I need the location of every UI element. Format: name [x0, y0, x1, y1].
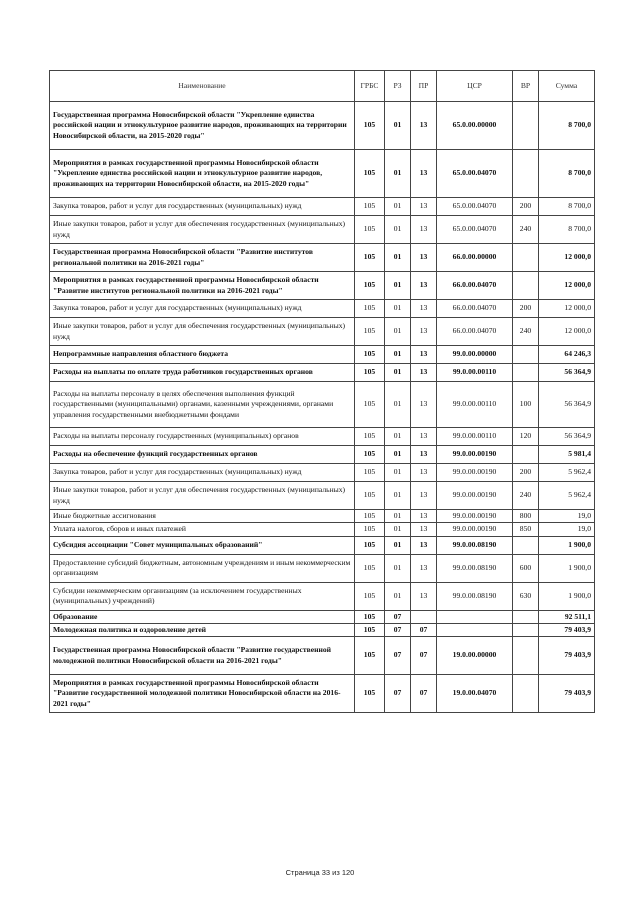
table-row — [50, 623, 595, 636]
row-rz: 01 — [385, 272, 411, 300]
row-grbs: 105 — [355, 216, 385, 244]
table-row — [50, 272, 595, 300]
row-vr — [513, 675, 539, 713]
row-grbs: 105 — [355, 554, 385, 582]
row-rz: 01 — [385, 446, 411, 464]
row-grbs: 105 — [355, 582, 385, 610]
row-csr: 66.0.00.04070 — [437, 300, 513, 318]
row-csr: 66.0.00.00000 — [437, 244, 513, 272]
row-vr — [513, 446, 539, 464]
row-name: Мероприятия в рамках государственной программы Новосибирской области "Развитие государственной молодежной политики Новосибирской области на 2016-2021 годы" — [50, 675, 355, 713]
row-rz: 01 — [385, 536, 411, 554]
row-vr: 850 — [513, 523, 539, 536]
row-grbs: 105 — [355, 523, 385, 536]
row-rz: 01 — [385, 510, 411, 523]
row-rz: 01 — [385, 464, 411, 482]
row-pr: 07 — [411, 637, 437, 675]
table-row — [50, 346, 595, 364]
row-name: Закупка товаров, работ и услуг для государственных (муниципальных) нужд — [50, 198, 355, 216]
row-name: Мероприятия в рамках государственной программы Новосибирской области "Развитие институтов региональной политики на 2016-2021 годы" — [50, 272, 355, 300]
row-grbs: 105 — [355, 637, 385, 675]
row-name: Иные закупки товаров, работ и услуг для обеспечения государственных (муниципальных) нужд — [50, 216, 355, 244]
row-rz: 01 — [385, 216, 411, 244]
row-sum: 8 700,0 — [539, 216, 595, 244]
table-row — [50, 102, 595, 150]
table-row — [50, 523, 595, 536]
header-vr: ВР — [513, 71, 539, 102]
table-row — [50, 464, 595, 482]
table-row — [50, 244, 595, 272]
row-name: Иные закупки товаров, работ и услуг для обеспечения государственных (муниципальных) нужд — [50, 318, 355, 346]
row-pr: 13 — [411, 554, 437, 582]
row-csr: 19.0.00.00000 — [437, 637, 513, 675]
row-rz: 07 — [385, 675, 411, 713]
row-pr: 13 — [411, 318, 437, 346]
table-row — [50, 675, 595, 713]
row-vr: 630 — [513, 582, 539, 610]
row-grbs: 105 — [355, 300, 385, 318]
row-sum: 1 900,0 — [539, 582, 595, 610]
row-vr — [513, 610, 539, 623]
row-rz: 07 — [385, 610, 411, 623]
row-vr — [513, 536, 539, 554]
budget-table — [49, 70, 595, 713]
row-rz: 01 — [385, 150, 411, 198]
row-sum: 56 364,9 — [539, 382, 595, 428]
row-pr: 13 — [411, 428, 437, 446]
row-name: Субсидия ассоциации "Совет муниципальных образований" — [50, 536, 355, 554]
row-name: Мероприятия в рамках государственной программы Новосибирской области "Укрепление единства российской нации и этнокультурное развитие народов, проживающих на территории Новосибирской области, на 2015-2020 годы" — [50, 150, 355, 198]
row-grbs: 105 — [355, 510, 385, 523]
row-rz: 01 — [385, 582, 411, 610]
row-grbs: 105 — [355, 464, 385, 482]
row-csr: 99.0.00.00190 — [437, 523, 513, 536]
row-grbs: 105 — [355, 675, 385, 713]
row-vr — [513, 623, 539, 636]
row-name: Молодежная политика и оздоровление детей — [50, 623, 355, 636]
row-rz: 01 — [385, 318, 411, 346]
table-row — [50, 382, 595, 428]
header-sum: Сумма — [539, 71, 595, 102]
row-csr: 99.0.00.08190 — [437, 536, 513, 554]
row-vr — [513, 102, 539, 150]
row-pr: 13 — [411, 102, 437, 150]
row-sum: 8 700,0 — [539, 102, 595, 150]
table-row — [50, 216, 595, 244]
row-grbs: 105 — [355, 150, 385, 198]
table-row — [50, 446, 595, 464]
row-sum: 1 900,0 — [539, 554, 595, 582]
row-sum: 92 511,1 — [539, 610, 595, 623]
table-row — [50, 510, 595, 523]
row-csr: 65.0.00.04070 — [437, 150, 513, 198]
row-grbs: 105 — [355, 318, 385, 346]
row-name: Государственная программа Новосибирской области "Укрепление единства российской нации и этнокультурное развитие народов, проживающих на территории Новосибирской области, на 2015-2020 годы" — [50, 102, 355, 150]
row-vr: 240 — [513, 216, 539, 244]
row-vr — [513, 150, 539, 198]
row-grbs: 105 — [355, 244, 385, 272]
row-name: Субсидии некоммерческим организациям (за исключением государственных (муниципальных) учреждений) — [50, 582, 355, 610]
row-grbs: 105 — [355, 610, 385, 623]
row-name: Государственная программа Новосибирской области "Развитие институтов региональной политики на 2016-2021 годы" — [50, 244, 355, 272]
table-row — [50, 364, 595, 382]
row-name: Предоставление субсидий бюджетным, автономным учреждениям и иным некоммерческим организациям — [50, 554, 355, 582]
row-vr — [513, 364, 539, 382]
row-sum: 12 000,0 — [539, 272, 595, 300]
row-rz: 01 — [385, 382, 411, 428]
header-pr: ПР — [411, 71, 437, 102]
row-rz: 07 — [385, 637, 411, 675]
row-csr: 99.0.00.08190 — [437, 554, 513, 582]
row-rz: 01 — [385, 300, 411, 318]
row-vr — [513, 272, 539, 300]
row-sum: 56 364,9 — [539, 428, 595, 446]
row-name: Расходы на обеспечение функций государственных органов — [50, 446, 355, 464]
row-csr: 65.0.00.04070 — [437, 198, 513, 216]
row-sum: 56 364,9 — [539, 364, 595, 382]
row-grbs: 105 — [355, 382, 385, 428]
row-rz: 01 — [385, 523, 411, 536]
row-grbs: 105 — [355, 102, 385, 150]
row-vr: 600 — [513, 554, 539, 582]
row-grbs: 105 — [355, 623, 385, 636]
row-name: Иные закупки товаров, работ и услуг для обеспечения государственных (муниципальных) нужд — [50, 482, 355, 510]
row-name: Иные бюджетные ассигнования — [50, 510, 355, 523]
row-sum: 8 700,0 — [539, 150, 595, 198]
row-pr: 13 — [411, 446, 437, 464]
page-number: Страница 33 из 120 — [285, 868, 355, 877]
table-row — [50, 318, 595, 346]
row-vr: 200 — [513, 198, 539, 216]
row-sum: 79 403,9 — [539, 675, 595, 713]
row-pr: 13 — [411, 536, 437, 554]
row-pr: 13 — [411, 216, 437, 244]
row-name: Государственная программа Новосибирской области "Развитие государственной молодежной политики Новосибирской области на 2016-2021 годы" — [50, 637, 355, 675]
table-row — [50, 536, 595, 554]
row-rz: 01 — [385, 346, 411, 364]
row-pr: 13 — [411, 150, 437, 198]
row-sum: 19,0 — [539, 523, 595, 536]
row-pr: 13 — [411, 382, 437, 428]
row-sum: 79 403,9 — [539, 637, 595, 675]
header-grbs: ГРБС — [355, 71, 385, 102]
row-vr — [513, 637, 539, 675]
row-sum: 8 700,0 — [539, 198, 595, 216]
row-name: Закупка товаров, работ и услуг для государственных (муниципальных) нужд — [50, 464, 355, 482]
row-pr: 13 — [411, 300, 437, 318]
row-pr: 07 — [411, 675, 437, 713]
row-csr: 99.0.00.00190 — [437, 446, 513, 464]
row-name: Расходы на выплаты персоналу в целях обеспечения выполнения функций государственными (муниципальными) органами, казенными учреждениями, органами управления государственными внебюджетными фондами — [50, 382, 355, 428]
row-csr: 99.0.00.00110 — [437, 428, 513, 446]
row-vr: 100 — [513, 382, 539, 428]
row-name: Расходы на выплаты персоналу государственных (муниципальных) органов — [50, 428, 355, 446]
table-body — [50, 102, 595, 713]
row-vr — [513, 244, 539, 272]
row-csr: 66.0.00.04070 — [437, 272, 513, 300]
row-vr: 800 — [513, 510, 539, 523]
row-sum: 5 962,4 — [539, 482, 595, 510]
row-sum: 64 246,3 — [539, 346, 595, 364]
row-csr: 19.0.00.04070 — [437, 675, 513, 713]
row-vr — [513, 346, 539, 364]
row-pr: 13 — [411, 464, 437, 482]
row-name: Расходы на выплаты по оплате труда работников государственных органов — [50, 364, 355, 382]
row-rz: 01 — [385, 244, 411, 272]
row-csr: 65.0.00.00000 — [437, 102, 513, 150]
row-grbs: 105 — [355, 198, 385, 216]
row-sum: 19,0 — [539, 510, 595, 523]
row-pr: 13 — [411, 272, 437, 300]
table-row — [50, 300, 595, 318]
row-vr: 200 — [513, 464, 539, 482]
row-pr: 13 — [411, 244, 437, 272]
row-name: Непрограммные направления областного бюджета — [50, 346, 355, 364]
row-csr: 99.0.00.00190 — [437, 482, 513, 510]
row-grbs: 105 — [355, 272, 385, 300]
row-csr: 66.0.00.04070 — [437, 318, 513, 346]
row-csr: 99.0.00.08190 — [437, 582, 513, 610]
row-grbs: 105 — [355, 346, 385, 364]
header-csr: ЦСР — [437, 71, 513, 102]
row-grbs: 105 — [355, 428, 385, 446]
row-rz: 01 — [385, 554, 411, 582]
table-row — [50, 428, 595, 446]
row-grbs: 105 — [355, 482, 385, 510]
row-pr — [411, 610, 437, 623]
row-name: Закупка товаров, работ и услуг для государственных (муниципальных) нужд — [50, 300, 355, 318]
row-csr: 99.0.00.00190 — [437, 464, 513, 482]
row-rz: 01 — [385, 428, 411, 446]
row-rz: 01 — [385, 198, 411, 216]
row-sum: 5 981,4 — [539, 446, 595, 464]
row-rz: 01 — [385, 102, 411, 150]
row-pr: 13 — [411, 510, 437, 523]
row-grbs: 105 — [355, 446, 385, 464]
row-sum: 1 900,0 — [539, 536, 595, 554]
table-row — [50, 482, 595, 510]
row-grbs: 105 — [355, 536, 385, 554]
row-name: Образование — [50, 610, 355, 623]
row-csr: 99.0.00.00110 — [437, 364, 513, 382]
header-rz: РЗ — [385, 71, 411, 102]
row-vr: 240 — [513, 318, 539, 346]
row-pr: 13 — [411, 198, 437, 216]
row-csr — [437, 610, 513, 623]
header-name: Наименование — [50, 71, 355, 102]
row-grbs: 105 — [355, 364, 385, 382]
row-vr: 240 — [513, 482, 539, 510]
row-rz: 07 — [385, 623, 411, 636]
row-pr: 13 — [411, 364, 437, 382]
row-csr: 99.0.00.00000 — [437, 346, 513, 364]
row-rz: 01 — [385, 364, 411, 382]
row-name: Уплата налогов, сборов и иных платежей — [50, 523, 355, 536]
table-row — [50, 554, 595, 582]
table-row — [50, 150, 595, 198]
table-row — [50, 198, 595, 216]
row-sum: 12 000,0 — [539, 300, 595, 318]
row-pr: 13 — [411, 523, 437, 536]
row-rz: 01 — [385, 482, 411, 510]
table-header-row — [50, 71, 595, 102]
table-row — [50, 582, 595, 610]
table-row — [50, 610, 595, 623]
row-sum: 12 000,0 — [539, 244, 595, 272]
row-sum: 12 000,0 — [539, 318, 595, 346]
row-pr: 13 — [411, 346, 437, 364]
row-csr — [437, 623, 513, 636]
row-pr: 07 — [411, 623, 437, 636]
row-csr: 99.0.00.00110 — [437, 382, 513, 428]
table-row — [50, 637, 595, 675]
row-csr: 99.0.00.00190 — [437, 510, 513, 523]
row-pr: 13 — [411, 582, 437, 610]
row-vr: 200 — [513, 300, 539, 318]
row-pr: 13 — [411, 482, 437, 510]
row-csr: 65.0.00.04070 — [437, 216, 513, 244]
row-sum: 79 403,9 — [539, 623, 595, 636]
row-sum: 5 962,4 — [539, 464, 595, 482]
row-vr: 120 — [513, 428, 539, 446]
